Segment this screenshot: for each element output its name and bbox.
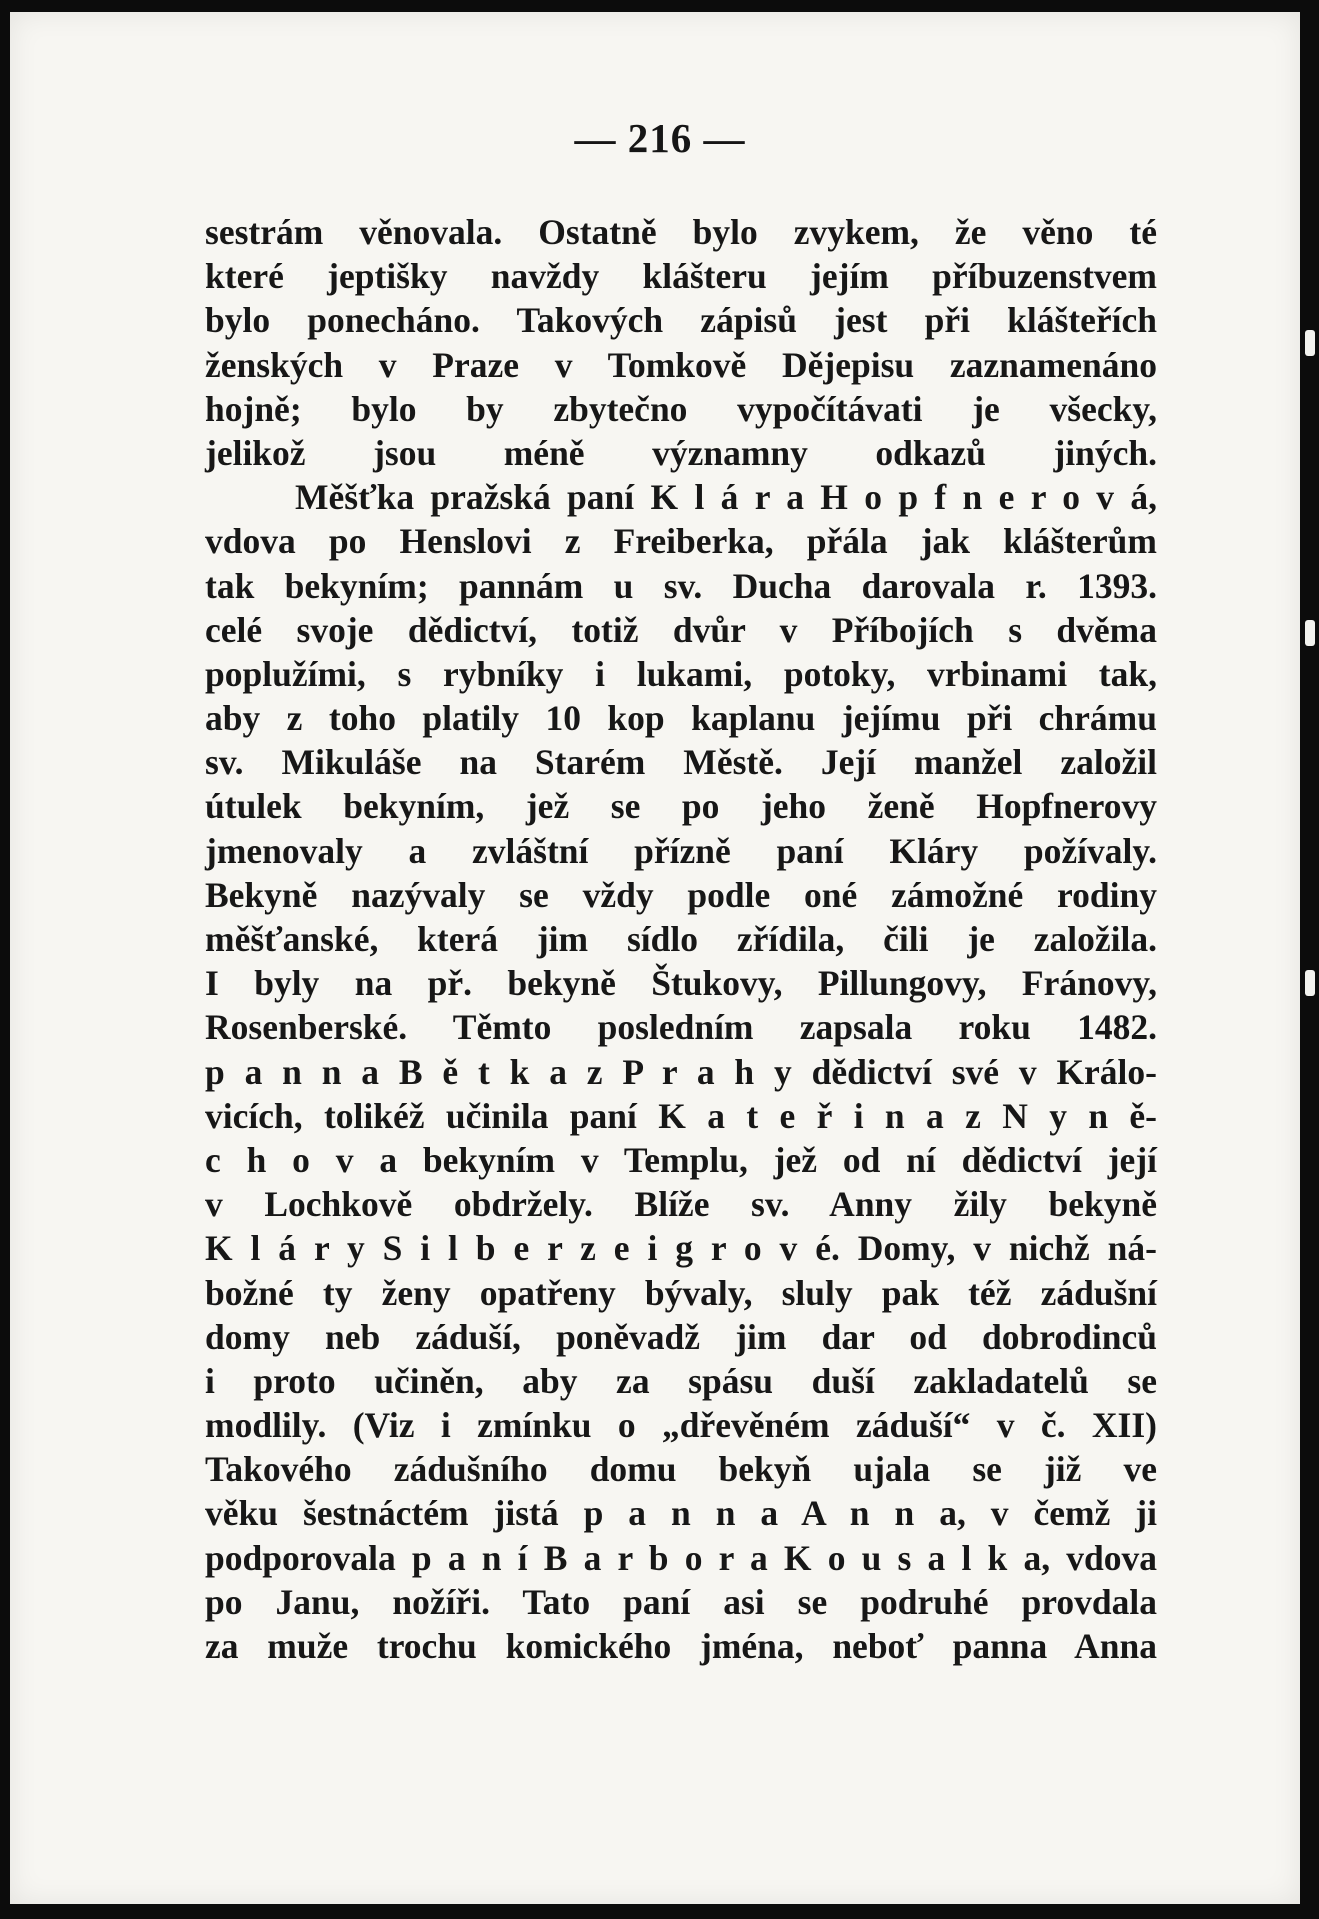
text-line: které jeptišky navždy klášteru jejím příbuzenstvem <box>205 256 1157 297</box>
text-line: měšťanské, která jim sídlo zřídila, čili je založila. <box>205 919 1157 959</box>
text-line: vdova po Henslovi z Freiberka, přála jak klášterům <box>205 521 1157 562</box>
text-line: sv. Mikuláše na Starém Městě. Její manžel založil <box>205 742 1157 783</box>
edge-mark <box>1305 620 1315 646</box>
text-line: vicích, tolikéž učinila paní K a t e ř i n a z N y n ě- <box>205 1095 1157 1136</box>
scan-right-edge <box>1300 0 1319 1919</box>
text-line: aby z toho platily 10 kop kaplanu jejímu při chrámu <box>205 698 1157 739</box>
text-line: bylo ponecháno. Takových zápisů jest při klášteřích <box>205 300 1157 341</box>
page-number: — 216 — <box>574 115 746 161</box>
text-line: útulek bekyním, jež se po jeho ženě Hopfnerovy <box>205 786 1157 827</box>
text-line: p a n n a B ě t k a z P r a h y dědictví své v Králo- <box>205 1051 1157 1092</box>
text-line: věku šestnáctém jistá p a n n a A n n a, v čemž ji <box>205 1493 1157 1534</box>
text-line: modlily. (Viz i zmínku o „dřevěném záduší“ v č. XII) <box>205 1405 1157 1446</box>
text-line: sestrám věnovala. Ostatně bylo zvykem, že věno té <box>205 212 1157 252</box>
text-line: jelikož jsou méně významny odkazů jiných. <box>205 432 1157 473</box>
text-line: Bekyně nazývaly se vždy podle oné zámožné rodiny <box>205 874 1157 915</box>
edge-mark <box>1305 330 1315 356</box>
text-line: i proto učiněn, aby za spásu duší zakladatelů se <box>205 1360 1157 1401</box>
text-line: Rosenberské. Těmto posledním zapsala roku 1482. <box>205 1007 1157 1048</box>
text-line: po Janu, nožíři. Tato paní asi se podruhé provdala <box>205 1581 1157 1622</box>
text-line: Takového zádušního domu bekyň ujala se již ve <box>205 1449 1157 1490</box>
text-line: jmenovaly a zvláštní přízně paní Kláry požívaly. <box>205 830 1157 871</box>
text-line: c h o v a bekyním v Templu, jež od ní dědictví její <box>205 1139 1157 1180</box>
body-text <box>205 210 1157 1668</box>
text-line: ženských v Praze v Tomkově Dějepisu zaznamenáno <box>205 344 1157 385</box>
text-line: za muže trochu komického jména, neboť panna Anna <box>205 1626 1157 1666</box>
text-line: K l á r y S i l b e r z e i g r o v é. Domy, v nichž ná- <box>205 1228 1157 1269</box>
text-line: v Lochkově obdržely. Blíže sv. Anny žily bekyně <box>205 1184 1157 1225</box>
text-line: celé svoje dědictví, totiž dvůr v Příbojích s dvěma <box>205 609 1157 650</box>
scanned-page <box>10 12 1300 1904</box>
text-line: Měšťka pražská paní K l á r a H o p f n e r o v á, <box>295 477 1157 518</box>
text-line: I byly na př. bekyně Štukovy, Pillungovy, Fránovy, <box>205 963 1157 1004</box>
text-line: božné ty ženy opatřeny bývaly, sluly pak též zádušní <box>205 1272 1157 1313</box>
text-line: podporovala p a n í B a r b o r a K o u s a l k a, vdova <box>205 1537 1157 1578</box>
text-line: poplužími, s rybníky i lukami, potoky, vrbinami tak, <box>205 653 1157 694</box>
edge-mark <box>1305 970 1315 996</box>
text-line: tak bekyním; pannám u sv. Ducha darovala r. 1393. <box>205 565 1157 606</box>
text-line: domy neb záduší, poněvadž jim dar od dobrodinců <box>205 1316 1157 1357</box>
text-line: hojně; bylo by zbytečno vypočítávati je všecky, <box>205 388 1157 429</box>
